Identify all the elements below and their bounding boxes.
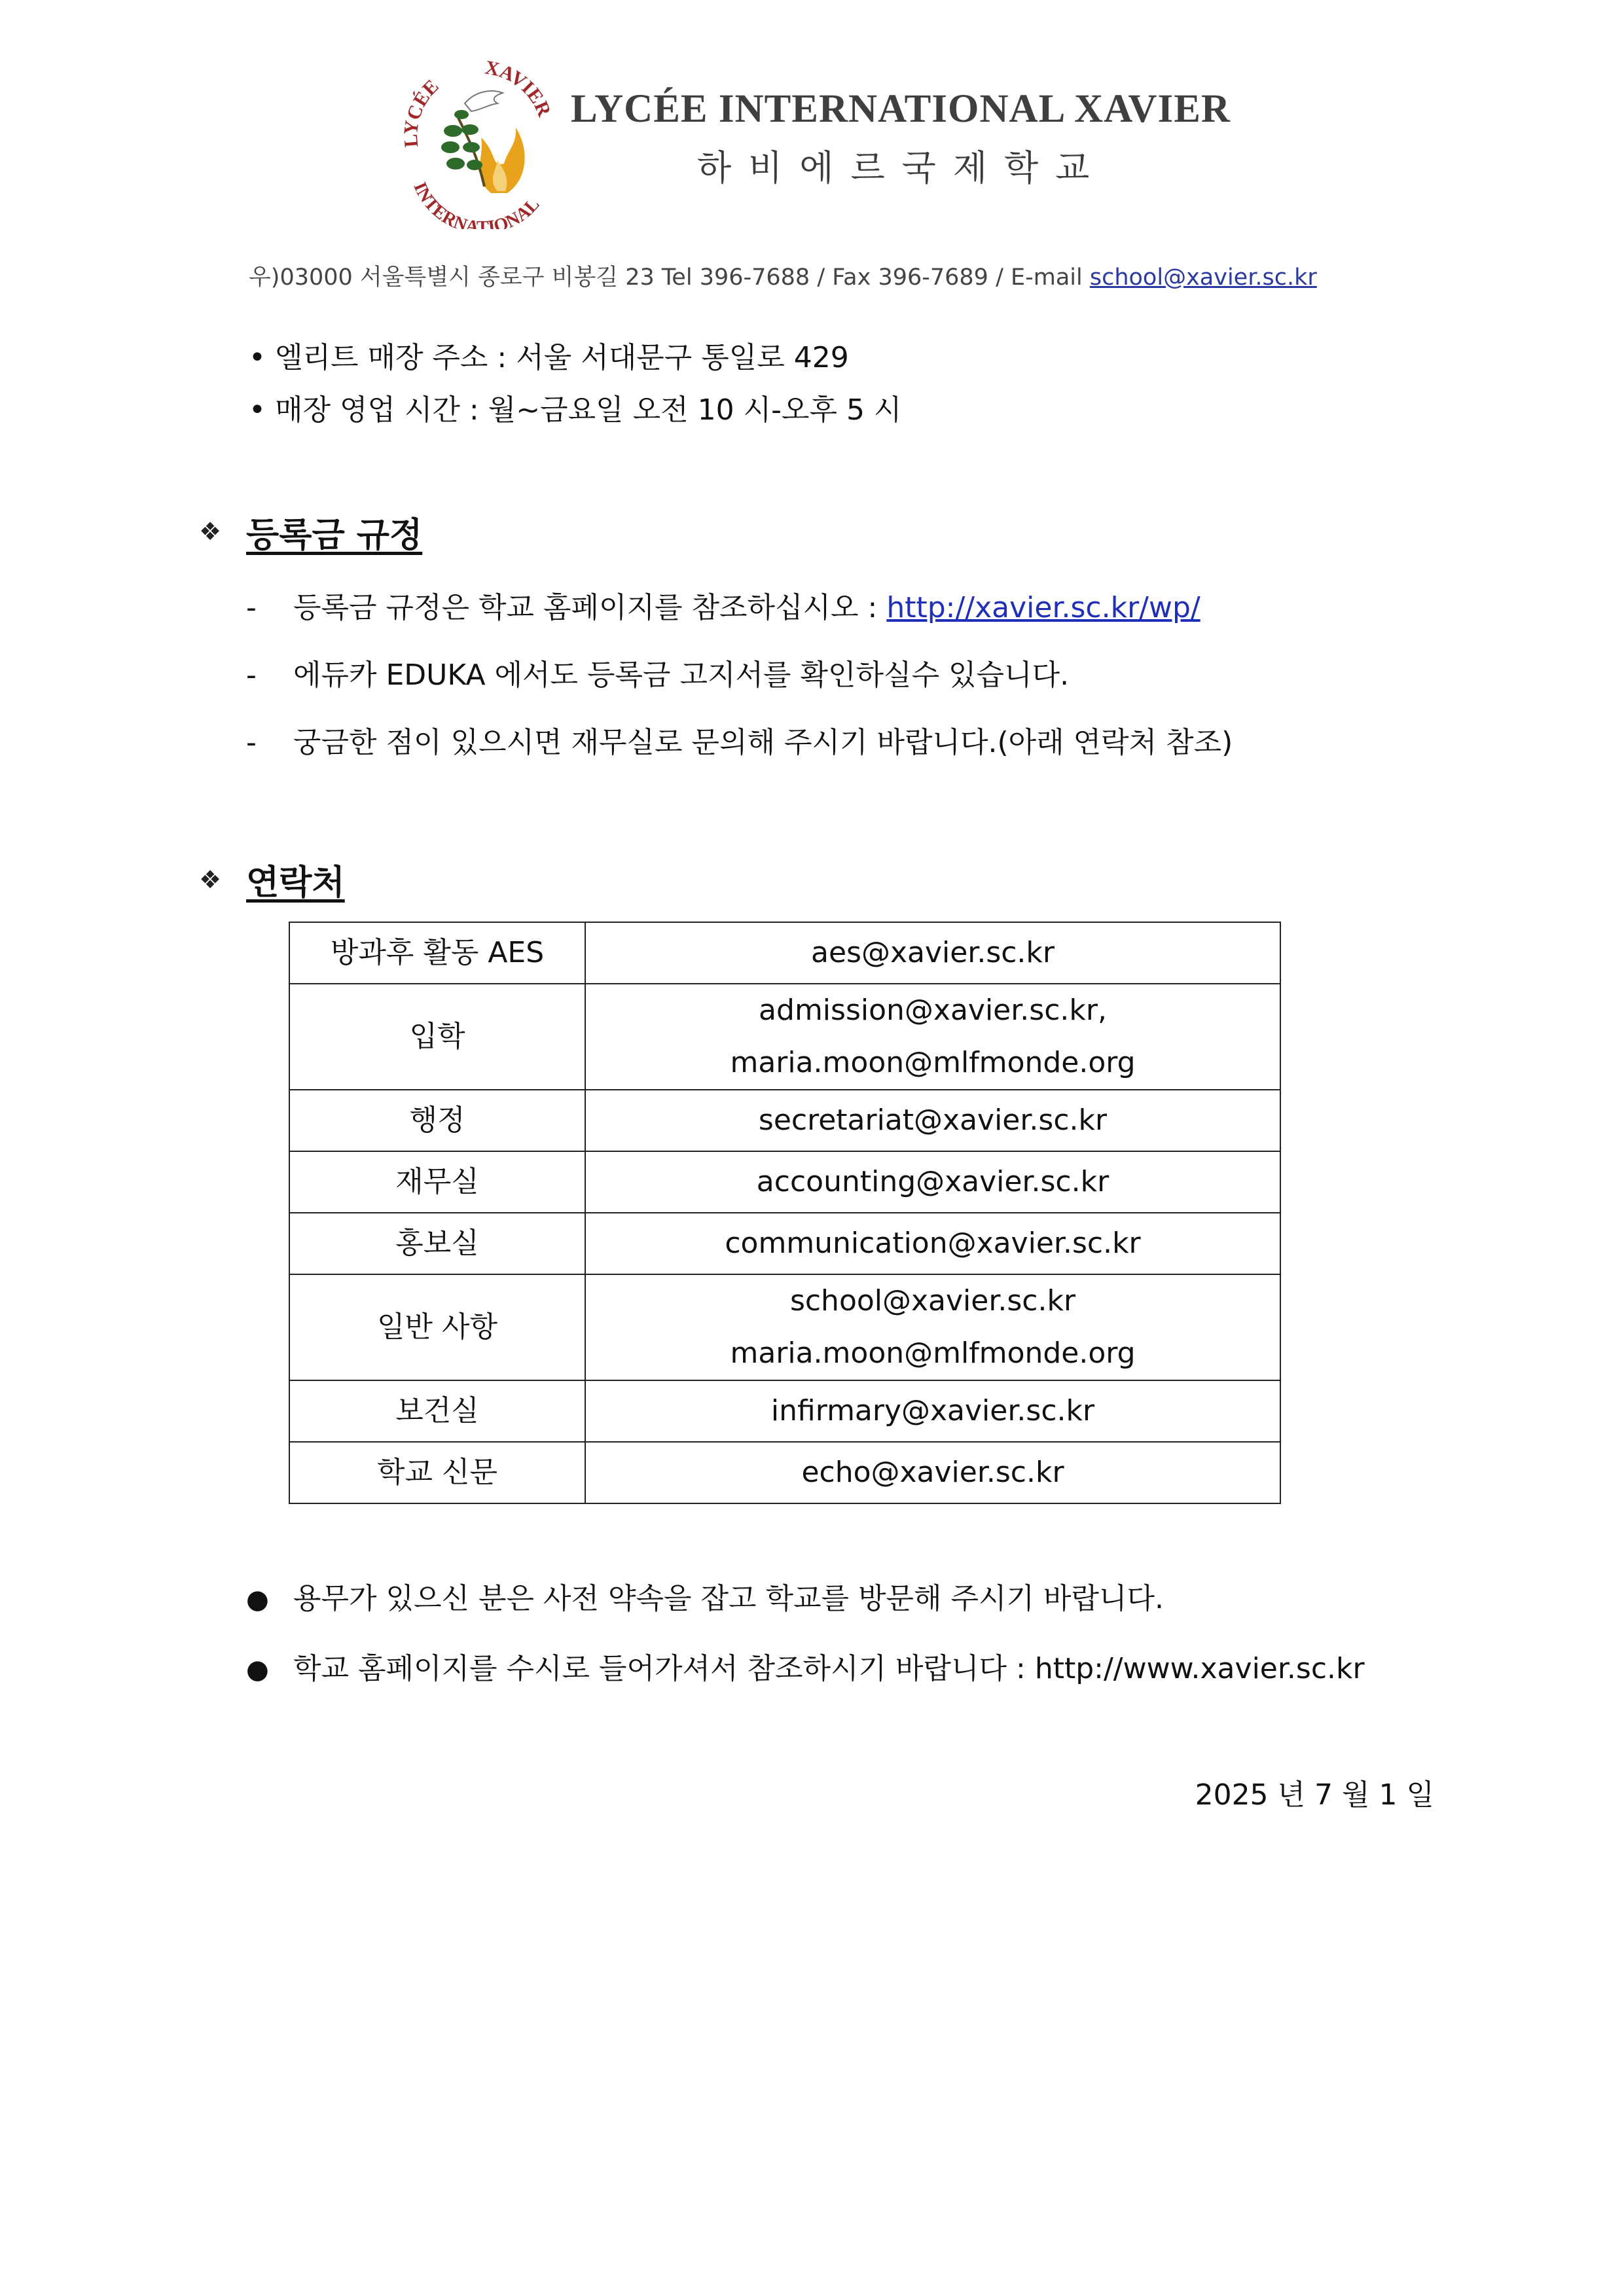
- contact-email[interactable]: echo@xavier.sc.kr: [801, 1456, 1064, 1489]
- bullet-icon: ●: [246, 1585, 269, 1615]
- contact-email[interactable]: maria.moon@mlfmonde.org: [730, 1046, 1136, 1079]
- department-cell: 재무실: [289, 1151, 585, 1213]
- note-item: [246, 1645, 1365, 1687]
- contact-email[interactable]: secretariat@xavier.sc.kr: [758, 1103, 1108, 1137]
- table-row: [289, 1442, 1280, 1503]
- table-row: [289, 1274, 1280, 1380]
- email-cell: [585, 1442, 1280, 1503]
- logo-text-international: INTERNATIONAL: [409, 179, 544, 229]
- fee-item-text: 에듀카 EDUKA 에서도 등록금 고지서를 확인하실수 있습니다.: [293, 658, 1070, 692]
- contact-email[interactable]: aes@xavier.sc.kr: [810, 936, 1055, 969]
- contact-email[interactable]: maria.moon@mlfmonde.org: [730, 1336, 1136, 1370]
- department-cell: 행정: [289, 1090, 585, 1151]
- dove-icon: [465, 91, 503, 111]
- table-row: [289, 1380, 1280, 1442]
- email-cell: [585, 1090, 1280, 1151]
- note-text: 용무가 있으신 분은 사전 약속을 잡고 학교를 방문해 주시기 바랍니다.: [293, 1582, 1164, 1615]
- department-cell: 일반 사항: [289, 1274, 585, 1380]
- school-name-korean: 하비에르국제학교: [697, 147, 1107, 188]
- department-cell: 홍보실: [289, 1213, 585, 1274]
- logo-text-lycee: LYCÉE: [399, 75, 443, 149]
- school-email-link[interactable]: school@xavier.sc.kr: [1089, 264, 1317, 291]
- address-text: 우)03000 서울특별시 종로구 비봉길 23 Tel 396-7688 / Fax 396-7689 / E-mail: [249, 264, 1090, 291]
- store-hours: • 매장 영업 시간 : 월~금요일 오전 10 시-오후 5 시: [249, 393, 902, 427]
- svg-text:XAVIER: [483, 56, 555, 120]
- email-cell: [585, 1274, 1280, 1380]
- fee-item-text: 궁금한 점이 있으시면 재무실로 문의해 주시기 바랍니다.(아래 연락처 참조): [293, 726, 1233, 759]
- tuition-page-link[interactable]: http://xavier.sc.kr/wp/: [886, 591, 1200, 624]
- document-date: 2025 년 7 월 1 일: [1195, 1778, 1434, 1812]
- table-row: [289, 1090, 1280, 1151]
- email-cell: [585, 1380, 1280, 1442]
- table-row: [289, 984, 1280, 1090]
- bullet-icon: ●: [246, 1655, 269, 1685]
- contact-email[interactable]: school@xavier.sc.kr: [789, 1284, 1076, 1318]
- dash-bullet: -: [246, 658, 257, 692]
- school-logo-emblem: [393, 52, 569, 229]
- school-logo: [393, 52, 569, 229]
- svg-text:INTERNATIONAL: [409, 179, 543, 229]
- dash-bullet: -: [246, 726, 257, 759]
- svg-text:LYCÉE: [400, 75, 443, 148]
- section-title-contact: 연락처: [246, 863, 345, 903]
- department-cell: 입학: [289, 984, 585, 1090]
- email-cell: [585, 1213, 1280, 1274]
- contact-table: [289, 922, 1281, 1504]
- fee-item: [246, 719, 1233, 761]
- department-cell: 보건실: [289, 1380, 585, 1442]
- store-address: • 엘리트 매장 주소 : 서울 서대문구 통일로 429: [249, 341, 849, 374]
- department-cell: 학교 신문: [289, 1442, 585, 1503]
- contact-email[interactable]: admission@xavier.sc.kr,: [759, 994, 1107, 1027]
- department-cell: 방과후 활동 AES: [289, 922, 585, 984]
- table-row: [289, 1151, 1280, 1213]
- contact-email[interactable]: accounting@xavier.sc.kr: [756, 1165, 1110, 1198]
- address-line: [249, 259, 1317, 292]
- email-cell: [585, 1151, 1280, 1213]
- note-text: 학교 홈페이지를 수시로 들어가셔서 참조하시기 바랍니다 : http://www.xavier.sc.kr: [293, 1652, 1365, 1685]
- fee-item: [246, 584, 1200, 626]
- table-row: [289, 1213, 1280, 1274]
- dash-bullet: -: [246, 591, 257, 624]
- note-item: [246, 1575, 1164, 1617]
- section-marker-icon: ❖: [199, 517, 222, 546]
- fee-item-text: 등록금 규정은 학교 홈페이지를 참조하십시오 :: [293, 591, 887, 624]
- flame-icon: [480, 128, 525, 193]
- table-row: [289, 922, 1280, 984]
- email-cell: [585, 984, 1280, 1090]
- olive-branch-icon: [441, 110, 484, 187]
- school-name-french: LYCÉE INTERNATIONAL XAVIER: [571, 87, 1231, 131]
- section-marker-icon: ❖: [199, 865, 222, 894]
- email-cell: [585, 922, 1280, 984]
- contact-email[interactable]: communication@xavier.sc.kr: [725, 1227, 1141, 1260]
- fee-item: [246, 651, 1069, 693]
- section-title-fees: 등록금 규정: [246, 516, 423, 555]
- contact-email[interactable]: infirmary@xavier.sc.kr: [770, 1394, 1095, 1427]
- logo-text-xavier: XAVIER: [483, 56, 556, 120]
